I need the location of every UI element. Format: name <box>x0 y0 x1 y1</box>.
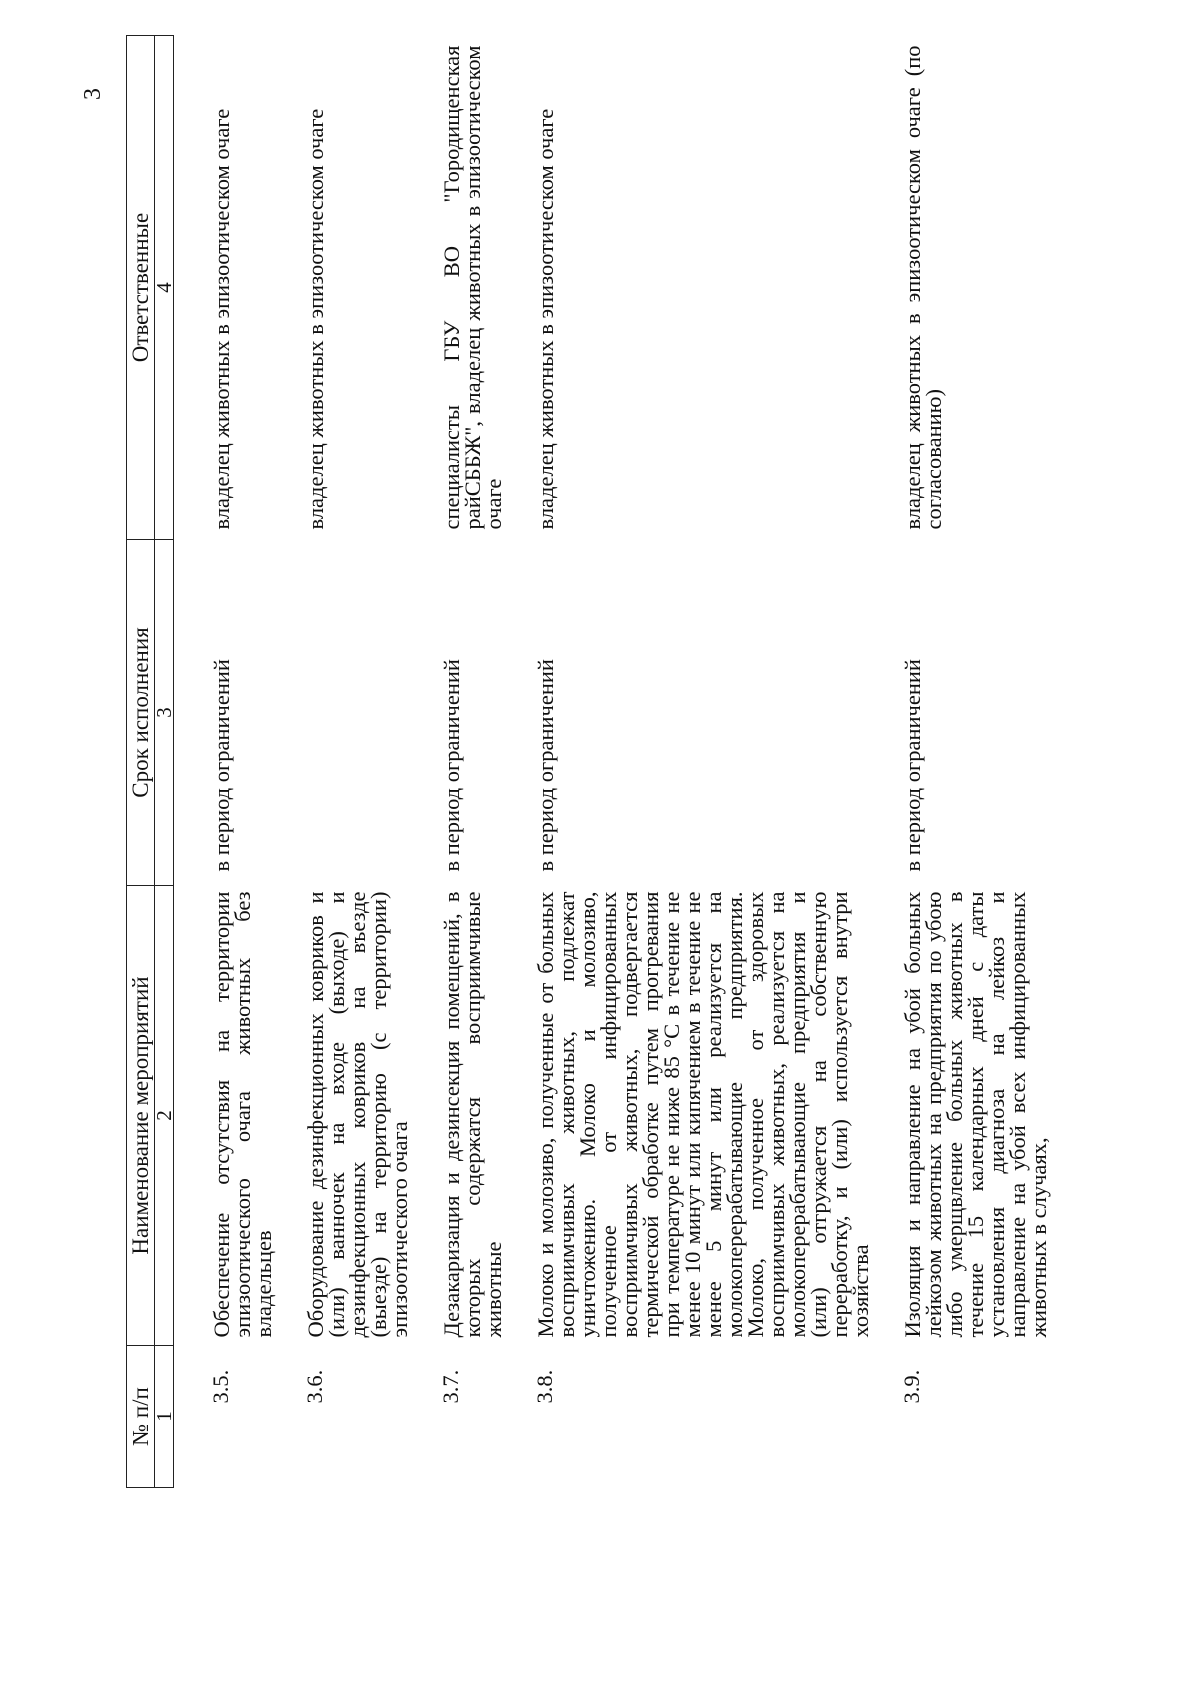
measures-table <box>126 35 1079 1488</box>
column-number: 3 <box>155 540 174 886</box>
measure-name: Дезакаризация и дезинсекция помещений, в которых содержатся восприимчивые животные <box>439 891 506 1338</box>
table-row <box>440 36 534 1488</box>
column-number: 2 <box>155 886 174 1346</box>
measure-name: Изоляция и направление на убой больных лейкозом животных на предприятия по убою либо умерщвление больных животных в течение 15 календарных дней с даты установления диагноза на лейкоз и направление на убой всех инфицированных животных в случаях, <box>900 891 1051 1338</box>
table-header-row <box>127 36 155 1488</box>
table-row <box>534 36 901 1488</box>
column-number: 4 <box>155 36 174 540</box>
table-row <box>304 36 440 1488</box>
row-number: 3.6. <box>302 1369 327 1404</box>
responsible: специалисты ГБУ ВО "Городищенская райСББЖ", владелец животных в эпизоотическом очаге <box>439 45 506 530</box>
row-number: 3.5. <box>208 1369 233 1404</box>
deadline: в период ограничений <box>900 659 925 872</box>
spacer-cell <box>174 36 211 1488</box>
deadline: в период ограничений <box>533 659 558 872</box>
row-number: 3.9. <box>899 1369 924 1404</box>
spacer-row <box>174 36 211 1488</box>
column-number-row <box>155 36 174 1488</box>
header-measure-name: Наименование мероприятий <box>127 886 155 1346</box>
measure-name: Молоко и молозиво, полученные от больных восприимчивых животных, подлежат уничтожению. Молоко и молозиво, полученное от инфицированных восприимчивых животных, подвергается термической обработке путем прогревания при температуре не ниже 85 °С в течение не менее 10 минут или кипячением в течение не менее 5 минут или реализуется на молокоперерабатывающие предприятия. Молоко, полученное от здоровых восприимчивых животных, реализуется на молокоперерабатывающие предприятия и (или) отгружается на собственную переработку, и (или) используется внутри хозяйства <box>533 891 873 1338</box>
responsible: владелец животных в эпизоотическом очаге <box>303 108 328 530</box>
responsible: владелец животных в эпизоотическом очаге <box>533 108 558 530</box>
table-row <box>901 36 1079 1488</box>
header-responsible: Ответственные <box>127 36 155 540</box>
deadline: в период ограничений <box>439 659 464 872</box>
measure-name: Обеспечение отсутствия на территории эпизоотического очага животных без владельцев <box>209 891 276 1338</box>
deadline <box>304 540 440 886</box>
page-number: 3 <box>80 88 106 100</box>
table-row <box>210 36 304 1488</box>
row-number: 3.7. <box>438 1369 463 1404</box>
row-number: 3.8. <box>532 1369 557 1404</box>
measure-name: Оборудование дезинфекционных ковриков и (или) ванночек на входе (выходе) и дезинфекционных ковриков на въезде (выезде) на территорию (с территории) эпизоотического очага <box>303 891 412 1338</box>
header-deadline: Срок исполнения <box>127 540 155 886</box>
responsible: владелец животных в эпизоотическом очаге (по согласованию) <box>900 45 946 530</box>
column-number: 1 <box>155 1346 174 1488</box>
responsible: владелец животных в эпизоотическом очаге <box>209 108 234 530</box>
deadline: в период ограничений <box>209 659 234 872</box>
header-number: № п/п <box>127 1346 155 1488</box>
